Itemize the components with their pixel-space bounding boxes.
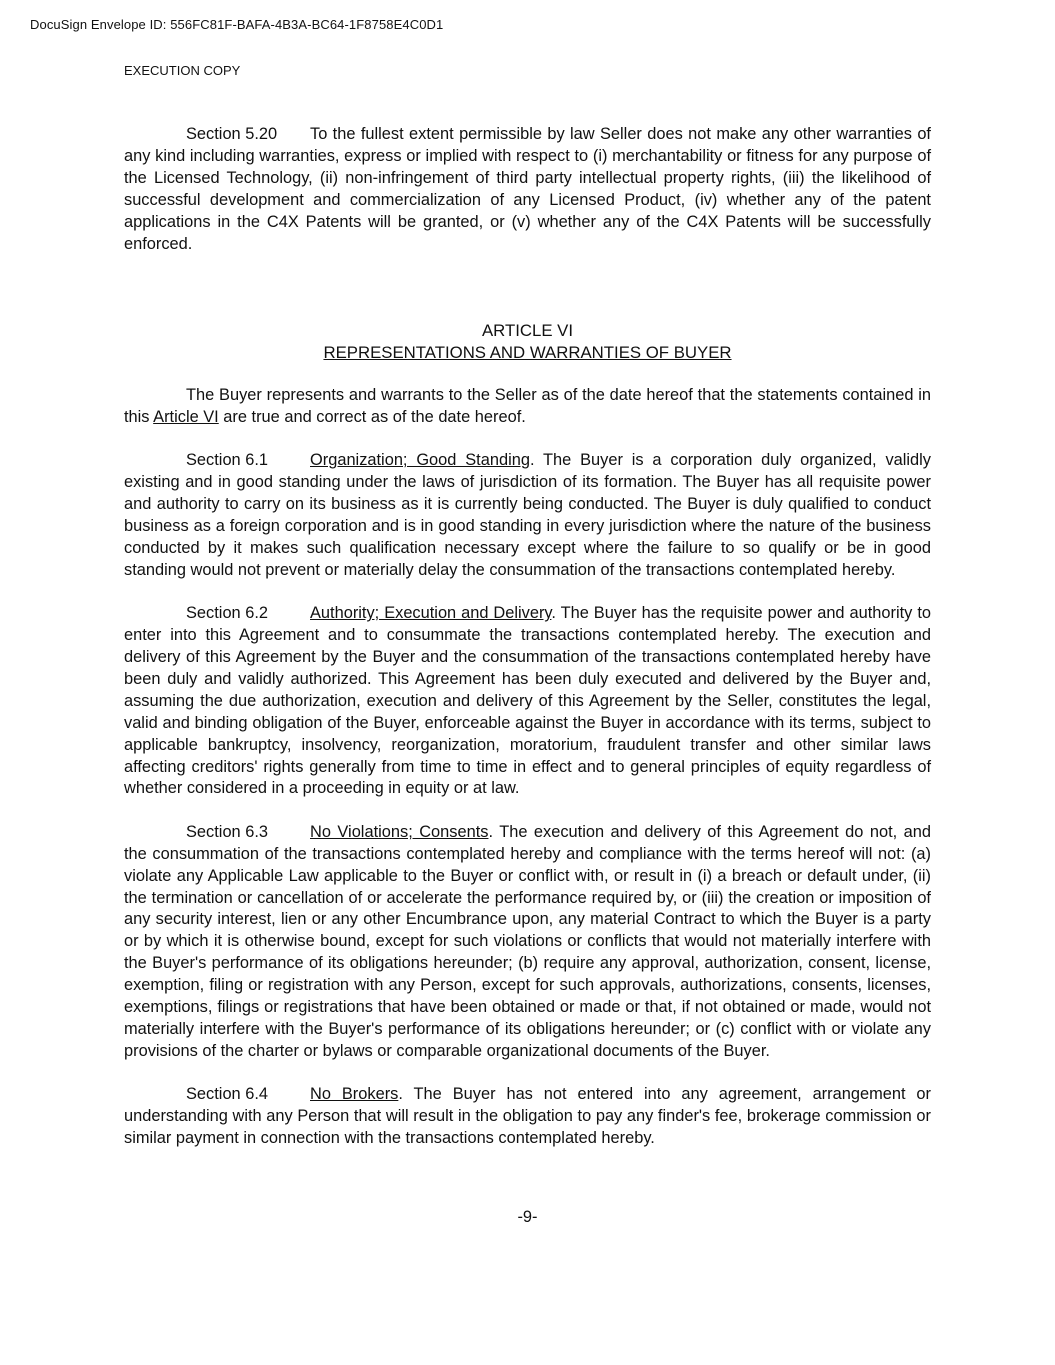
section-number: Section 6.1 [186, 451, 269, 470]
section-text: . The Buyer is a corporation duly organized, validly existing and in good standing under the laws of jurisdiction of its formation. The Buyer has all requisite power and authority to carry on its business as it is currently being conducted. The Buyer is duly qualified to conduct business as a foreign corporation and is in good standing in every jurisdiction where the nature of the business conducted by it makes such qualification necessary except where the failure to so qualify or be in good standing would not prevent or materially delay the consummation of the transactions contemplated hereby. [124, 451, 931, 579]
section-number: Section 6.2 [186, 604, 269, 623]
section-text: . The Buyer has the requisite power and authority to enter into this Agreement and to consummate the transactions contemplated hereby. The execution and delivery of this Agreement by the Buyer and the consummation of the transactions contemplated hereby have been duly and validly authorized. This Agreement has been duly executed and delivered by the Buyer and, assuming the due authorization, execution and delivery of this Agreement by the Seller, constitutes the legal, valid and binding obligation of the Buyer, enforceable against the Buyer in accordance with its terms, subject to applicable bankruptcy, insolvency, reorganization, moratorium, fraudulent transfer and other similar laws affecting creditors' rights generally from time to time in effect and to general principles of equity regardless of whether considered in a proceeding in equity or at law. [124, 604, 931, 798]
intro-text-after: are true and correct as of the date hereof. [218, 407, 526, 426]
section-heading: Authority; Execution and Delivery [310, 604, 552, 623]
spacer [124, 800, 931, 822]
intro-text-before: The Buyer represents and warrants to the Seller as of the date hereof that the statements contained in this [124, 385, 931, 426]
section-text: . The execution and delivery of this Agreement do not, and the consummation of the transactions contemplated hereby and compliance with the terms hereof will not: (a) violate any Applicable Law applicable to the Buyer or conflict with, or result in (i) a breach or default under, (ii) the termination or cancellation of or accelerate the performance required by, or (iii) the creation or imposition of any security interest, lien or any other Encumbrance upon, any material Contract to which the Buyer is a party or by which it is otherwise bound, except for such violations or conflicts that would not materially interfere with the Buyer's performance of its obligations hereunder; (b) require any approval, authorization, consent, license, exemption, filing or registration with any Person, except for such approvals, authorizations, consents, licenses, exemptions, filings or registrations that have been obtained or made or that, if not obtained or made, would not materially interfere with the Buyer's performance of its obligations hereunder; or (c) conflict with or violate any provisions of the charter or bylaws or comparable organizational documents of the Buyer. [124, 822, 931, 1060]
document-body [124, 124, 931, 1150]
article-reference: Article VI [153, 407, 219, 426]
article-intro [124, 385, 931, 429]
article-title: ARTICLE VI [481, 321, 574, 341]
spacer [124, 255, 931, 320]
section-6-1 [124, 450, 931, 581]
section-text: . The Buyer has not entered into any agreement, arrangement or understanding with any Person that will result in the obligation to pay any finder's fee, brokerage commission or similar payment in connection with the transactions contemplated hereby. [124, 1085, 932, 1148]
page-number: -9- [517, 1208, 538, 1226]
execution-copy-label: EXECUTION COPY [124, 63, 241, 78]
spacer [124, 363, 931, 385]
section-number: Section 6.3 [186, 822, 269, 841]
section-text: To the fullest extent permissible by law Seller does not make any other warranties of any kind including warranties, express or implied with respect to (i) merchantability or fitness for any purpose of the Licensed Technology, (ii) non-infringement of third party intellectual property rights, (iii) the likelihood of successful development and commercialization of any Licensed Product, (iv) whether any of the patent applications in the C4X Patents will be granted, or (v) whether any of the C4X Patents will be successfully enforced. [124, 125, 931, 253]
spacer [124, 582, 931, 604]
section-number: Section 6.4 [186, 1085, 269, 1104]
section-5-20 [124, 124, 931, 255]
section-heading: Organization; Good Standing [310, 451, 530, 470]
section-heading: No Violations; Consents [310, 822, 489, 841]
docusign-envelope-id: DocuSign Envelope ID: 556FC81F-BAFA-4B3A-BC64-1F8758E4C0D1 [30, 17, 444, 32]
article-subtitle: REPRESENTATIONS AND WARRANTIES OF BUYER [323, 342, 732, 362]
section-heading: No Brokers [310, 1085, 399, 1104]
section-6-3 [124, 822, 931, 1063]
spacer [124, 429, 931, 451]
article-heading [124, 320, 931, 363]
section-number: Section 5.20 [186, 125, 278, 143]
spacer [124, 1063, 931, 1085]
section-6-4 [124, 1084, 931, 1150]
section-6-2 [124, 603, 931, 800]
